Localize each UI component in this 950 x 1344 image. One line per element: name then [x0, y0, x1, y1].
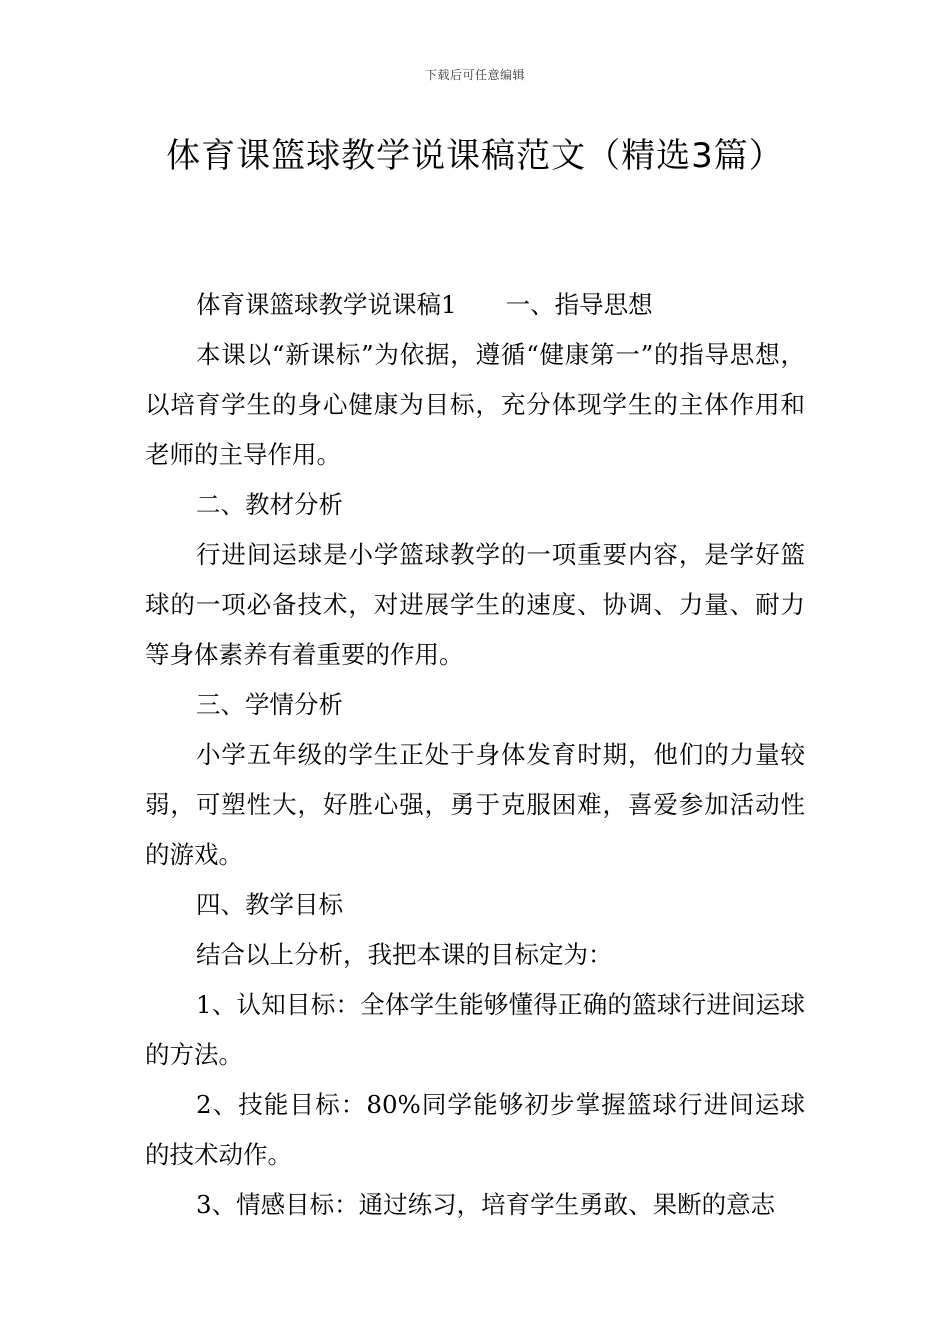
paragraph: 小学五年级的学生正处于身体发育时期，他们的力量较弱，可塑性大，好胜心强，勇于克服困难，喜爱参加活动性的游戏。 [145, 740, 805, 869]
section-heading: 三、学情分析 [196, 690, 343, 719]
section-heading: 二、教材分析 [196, 490, 343, 519]
paragraph: 结合以上分析，我把本课的目标定为： [196, 940, 613, 969]
section-heading: 四、教学目标 [196, 890, 343, 919]
list-item: 2、技能目标：80%同学能够初步掌握篮球行进间运球的技术动作。 [145, 1090, 805, 1169]
list-item: 3、情感目标：通过练习，培育学生勇敢、果断的意志 [196, 1190, 776, 1219]
document-title: 体育课篮球教学说课稿范文（精选3篇） [166, 136, 784, 176]
paragraph: 本课以“新课标”为依据，遵循“健康第一”的指导思想，以培育学生的身心健康为目标，充分体现学生的主体作用和老师的主导作用。 [145, 340, 805, 469]
document-body [145, 280, 805, 1230]
header-note: 下载后可任意编辑 [424, 68, 525, 82]
paragraph-intro-heading: 体育课篮球教学说课稿1 一、指导思想 [196, 290, 653, 319]
paragraph: 行进间运球是小学篮球教学的一项重要内容，是学好篮球的一项必备技术，对进展学生的速度、协调、力量、耐力等身体素养有着重要的作用。 [145, 540, 805, 669]
list-item: 1、认知目标：全体学生能够懂得正确的篮球行进间运球的方法。 [145, 990, 805, 1069]
